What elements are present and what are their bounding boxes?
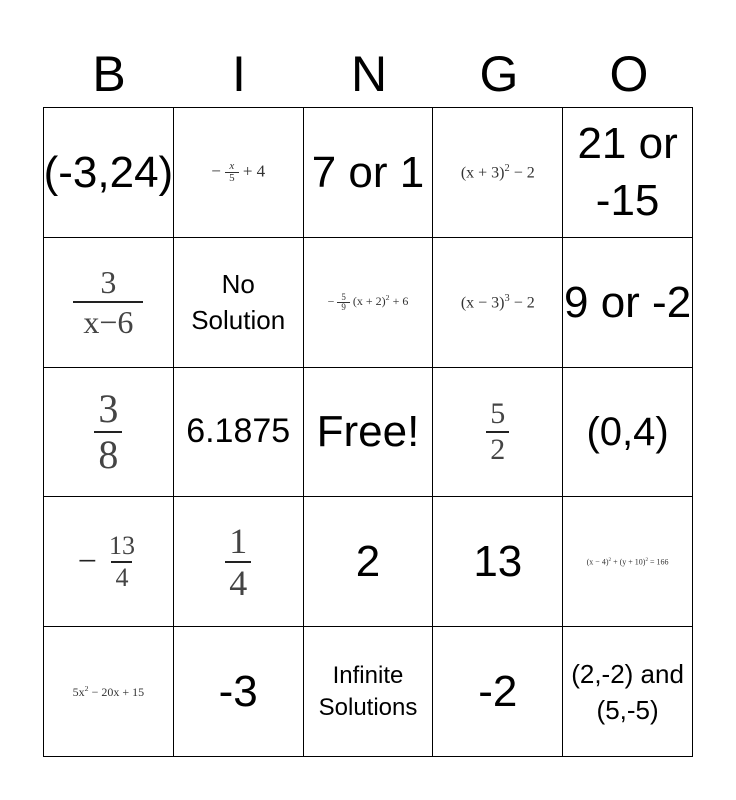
expression-tail: + 4 — [242, 161, 266, 181]
cell-r4c2[interactable] — [174, 497, 304, 627]
fraction-denominator: 9 — [337, 302, 350, 312]
minus-sign: − — [211, 161, 221, 181]
minus-sign: − — [327, 293, 335, 308]
cell-text: (2,-2) and (5,-5) — [571, 658, 684, 725]
cell-r5c1[interactable] — [44, 627, 174, 757]
fraction — [225, 161, 239, 184]
cell-text: 9 or -2 — [564, 277, 692, 327]
fraction-numerator: 3 — [98, 385, 119, 431]
fraction-denominator: x−6 — [73, 301, 143, 341]
cell-r3c3[interactable] — [304, 368, 434, 498]
cell-expression: $(x + 3)^2 - 2$ — [460, 162, 535, 182]
fraction-numerator: 5 — [341, 291, 346, 302]
cell-expression: $(x - 4)^2 + (y + 10)^2 = 166$ — [586, 556, 669, 567]
cell-r1c5[interactable] — [563, 108, 693, 238]
bingo-header — [44, 44, 694, 106]
header-letter-g: G — [479, 46, 519, 102]
cell-r2c4[interactable] — [433, 238, 563, 368]
fraction-denominator: 4 — [111, 561, 132, 593]
cell-r2c3[interactable] — [304, 238, 434, 368]
cell-r1c1[interactable] — [44, 108, 174, 238]
fraction-numerator: 5 — [490, 396, 506, 430]
fraction — [94, 387, 122, 477]
cell-r4c5[interactable] — [563, 497, 693, 627]
fraction — [486, 397, 509, 467]
cell-r1c3[interactable] — [304, 108, 434, 238]
cell-r1c4[interactable] — [433, 108, 563, 238]
cell-r3c1[interactable] — [44, 368, 174, 498]
cell-r2c1[interactable] — [44, 238, 174, 368]
fraction-numerator: 1 — [229, 520, 248, 561]
fraction-numerator: x — [229, 159, 235, 172]
cell-r5c5[interactable] — [563, 627, 693, 757]
cell-r4c4[interactable] — [433, 497, 563, 627]
cell-r4c1[interactable] — [44, 497, 174, 627]
fraction-denominator: 8 — [94, 431, 122, 477]
cell-text: 6.1875 — [186, 412, 291, 451]
bingo-board — [43, 107, 693, 757]
cell-r4c3[interactable] — [304, 497, 434, 627]
cell-text: -3 — [218, 667, 258, 717]
cell-expression: $(x - 3)^3 - 2$ — [460, 292, 535, 311]
cell-text: No Solution — [191, 269, 286, 336]
expression-tail: $(x + 2)^2 + 6$ — [352, 292, 409, 308]
minus-sign: − — [77, 542, 97, 580]
cell-text: (-3,24) — [44, 147, 174, 197]
fraction — [73, 263, 143, 341]
fraction — [225, 521, 251, 603]
fraction-denominator: 2 — [486, 431, 509, 467]
fraction-numerator: 13 — [108, 530, 135, 560]
cell-text: (0,4) — [586, 409, 669, 454]
cell-text: 13 — [473, 537, 523, 587]
cell-r5c2[interactable] — [174, 627, 304, 757]
cell-expression — [211, 161, 265, 184]
cell-r3c4[interactable] — [433, 368, 563, 498]
fraction-denominator: 4 — [225, 561, 251, 603]
fraction — [337, 293, 350, 312]
cell-r2c2[interactable] — [174, 238, 304, 368]
cell-text: Infinite Solutions — [318, 661, 418, 721]
cell-r1c2[interactable] — [174, 108, 304, 238]
cell-text: 21 or -15 — [577, 119, 678, 226]
cell-r5c3[interactable] — [304, 627, 434, 757]
cell-r2c5[interactable] — [563, 238, 693, 368]
cell-text: 2 — [355, 537, 381, 587]
cell-text: 7 or 1 — [311, 147, 425, 197]
fraction — [105, 531, 139, 593]
header-letter-n: N — [350, 46, 388, 102]
header-letter-b: B — [92, 46, 126, 102]
cell-text: -2 — [478, 667, 518, 717]
header-letter-i: I — [232, 46, 246, 102]
cell-r3c2[interactable] — [174, 368, 304, 498]
cell-r5c4[interactable] — [433, 627, 563, 757]
cell-r3c5[interactable] — [563, 368, 693, 498]
cell-expression: $5x^2 - 20x + 15$ — [72, 683, 145, 699]
fraction-numerator: 3 — [100, 264, 117, 301]
cell-text: Free! — [316, 407, 420, 457]
cell-expression — [328, 293, 409, 312]
header-letter-o: O — [609, 46, 649, 102]
fraction-denominator: 5 — [225, 172, 239, 184]
